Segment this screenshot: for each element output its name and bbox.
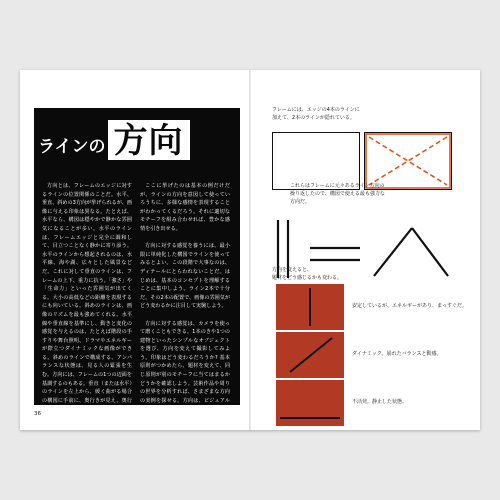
- hidden-diagonals: [365, 133, 451, 189]
- panel-vertical: [276, 284, 344, 330]
- book-spread: [20, 70, 480, 430]
- body-paragraph: ここに挙げたのは基本の例だけだが、ラインの方向を意図して使っていろうちに、多様な感情を表現することがわかってくるだろう。それに適切なモチーフを組み合わせれば、豊かな感情を引き出せる。: [140, 183, 230, 232]
- title-main: 方向: [108, 120, 190, 160]
- body-column-2: [140, 182, 230, 440]
- body-column-1: [42, 182, 132, 423]
- diagonal-line-2: [412, 228, 448, 276]
- caption-red-panels: 方向を変えると、 題材をどう感じるかも変わる。: [272, 267, 343, 281]
- page-number: 36: [34, 411, 41, 417]
- body-paragraph: 方向に対する感覚を養うには、最小限に単純化した構図でラインを使ってみるとよい。この段階で大事なのは、ディテールにとらわれないことだ。はじめは、基本のコンセプトを理解することに集中しよう。ライン2本で十分だ。その2本の配置で、画像の雰囲気がどう変わるかに注目して実験しよう。: [140, 243, 230, 310]
- label-diagonal: ダイナミック。崩れたバランスと動感。: [352, 351, 442, 357]
- label-horizontal: 不活発。静止した状態。: [352, 399, 408, 405]
- body-paragraph: 方向に対する感覚は、カメラを使って磨くこともできる。1本のきや1つの建物といったシンプルなオブジェクトを選び、方向を変えて撮影してみよう。印象はどう変わるだろうか? 基本原則がつかめたら、題材を変えて、同じ原則が別のモチーフに当てはまるかどうかを確認しよう。芸術作品や周りの世界を分析すれば、さまざまな方向の実例を探せる。方向は、ビジュアルの言語の重要な要素となっている。方向を変えると、特定の感情が高められるか?: [140, 320, 230, 430]
- panel-diagonal: [276, 332, 344, 378]
- title-prefix: ラインの: [38, 137, 106, 157]
- label-vertical: 安定しているが、エネルギーがあり、まっすぐだ。: [352, 303, 468, 309]
- caption-directions: これらはフレームに元々あるライン方向の 操り返したので、構図で使える最も強力な 方向だ。: [290, 183, 385, 205]
- title-band: [38, 118, 236, 160]
- caption-frame: フレームには、エッジの4本のラインに 加えて、2本のラインが隠れている。: [272, 107, 360, 121]
- body-paragraph: 方向とは、フレームのエッジに対するラインの位置関係のことだ。水平、垂直、斜めの3方向が挙げられるが、画像に与える印象は異なる。たとえば、水平なら、構図は穏やかで静かな雰囲気になることが多い。水平のラインは、フレームエッジと完全に調和して、目立つことなく静かに寄り添う。水平のラインから想起されるのは、水平線、海や湖、広々とした風景などだ。これに対して垂直のラインは、フレームの上下、重力に抗う。「強さ」や「生命力」といった雰囲気が出てくる。大小の高低などの距離を表現するにも向いている。斜めのラインは、画像のリズムを最も強めてくれる。水平線や垂直線を基準にし、動きと変化の感覚を与えるのは、たとえば階段の手すりや舞台照明、ドラマやエネルギーが際立つダイナミックな画像ができる。斜めのラインで構成する、アンバランスな状態は、見る人の緊張を生む。方向には、フレームの1つの辺面を基調するのもある。垂直（または水平）のラインを左上から、緩く曲がる場合の構図に手前に、奥行きが見え、奥行きを感じることができるのだ。: [42, 183, 132, 413]
- book-gutter: [249, 70, 251, 430]
- panel-horizontal: [276, 380, 344, 426]
- diagonal-line-1: [374, 228, 412, 276]
